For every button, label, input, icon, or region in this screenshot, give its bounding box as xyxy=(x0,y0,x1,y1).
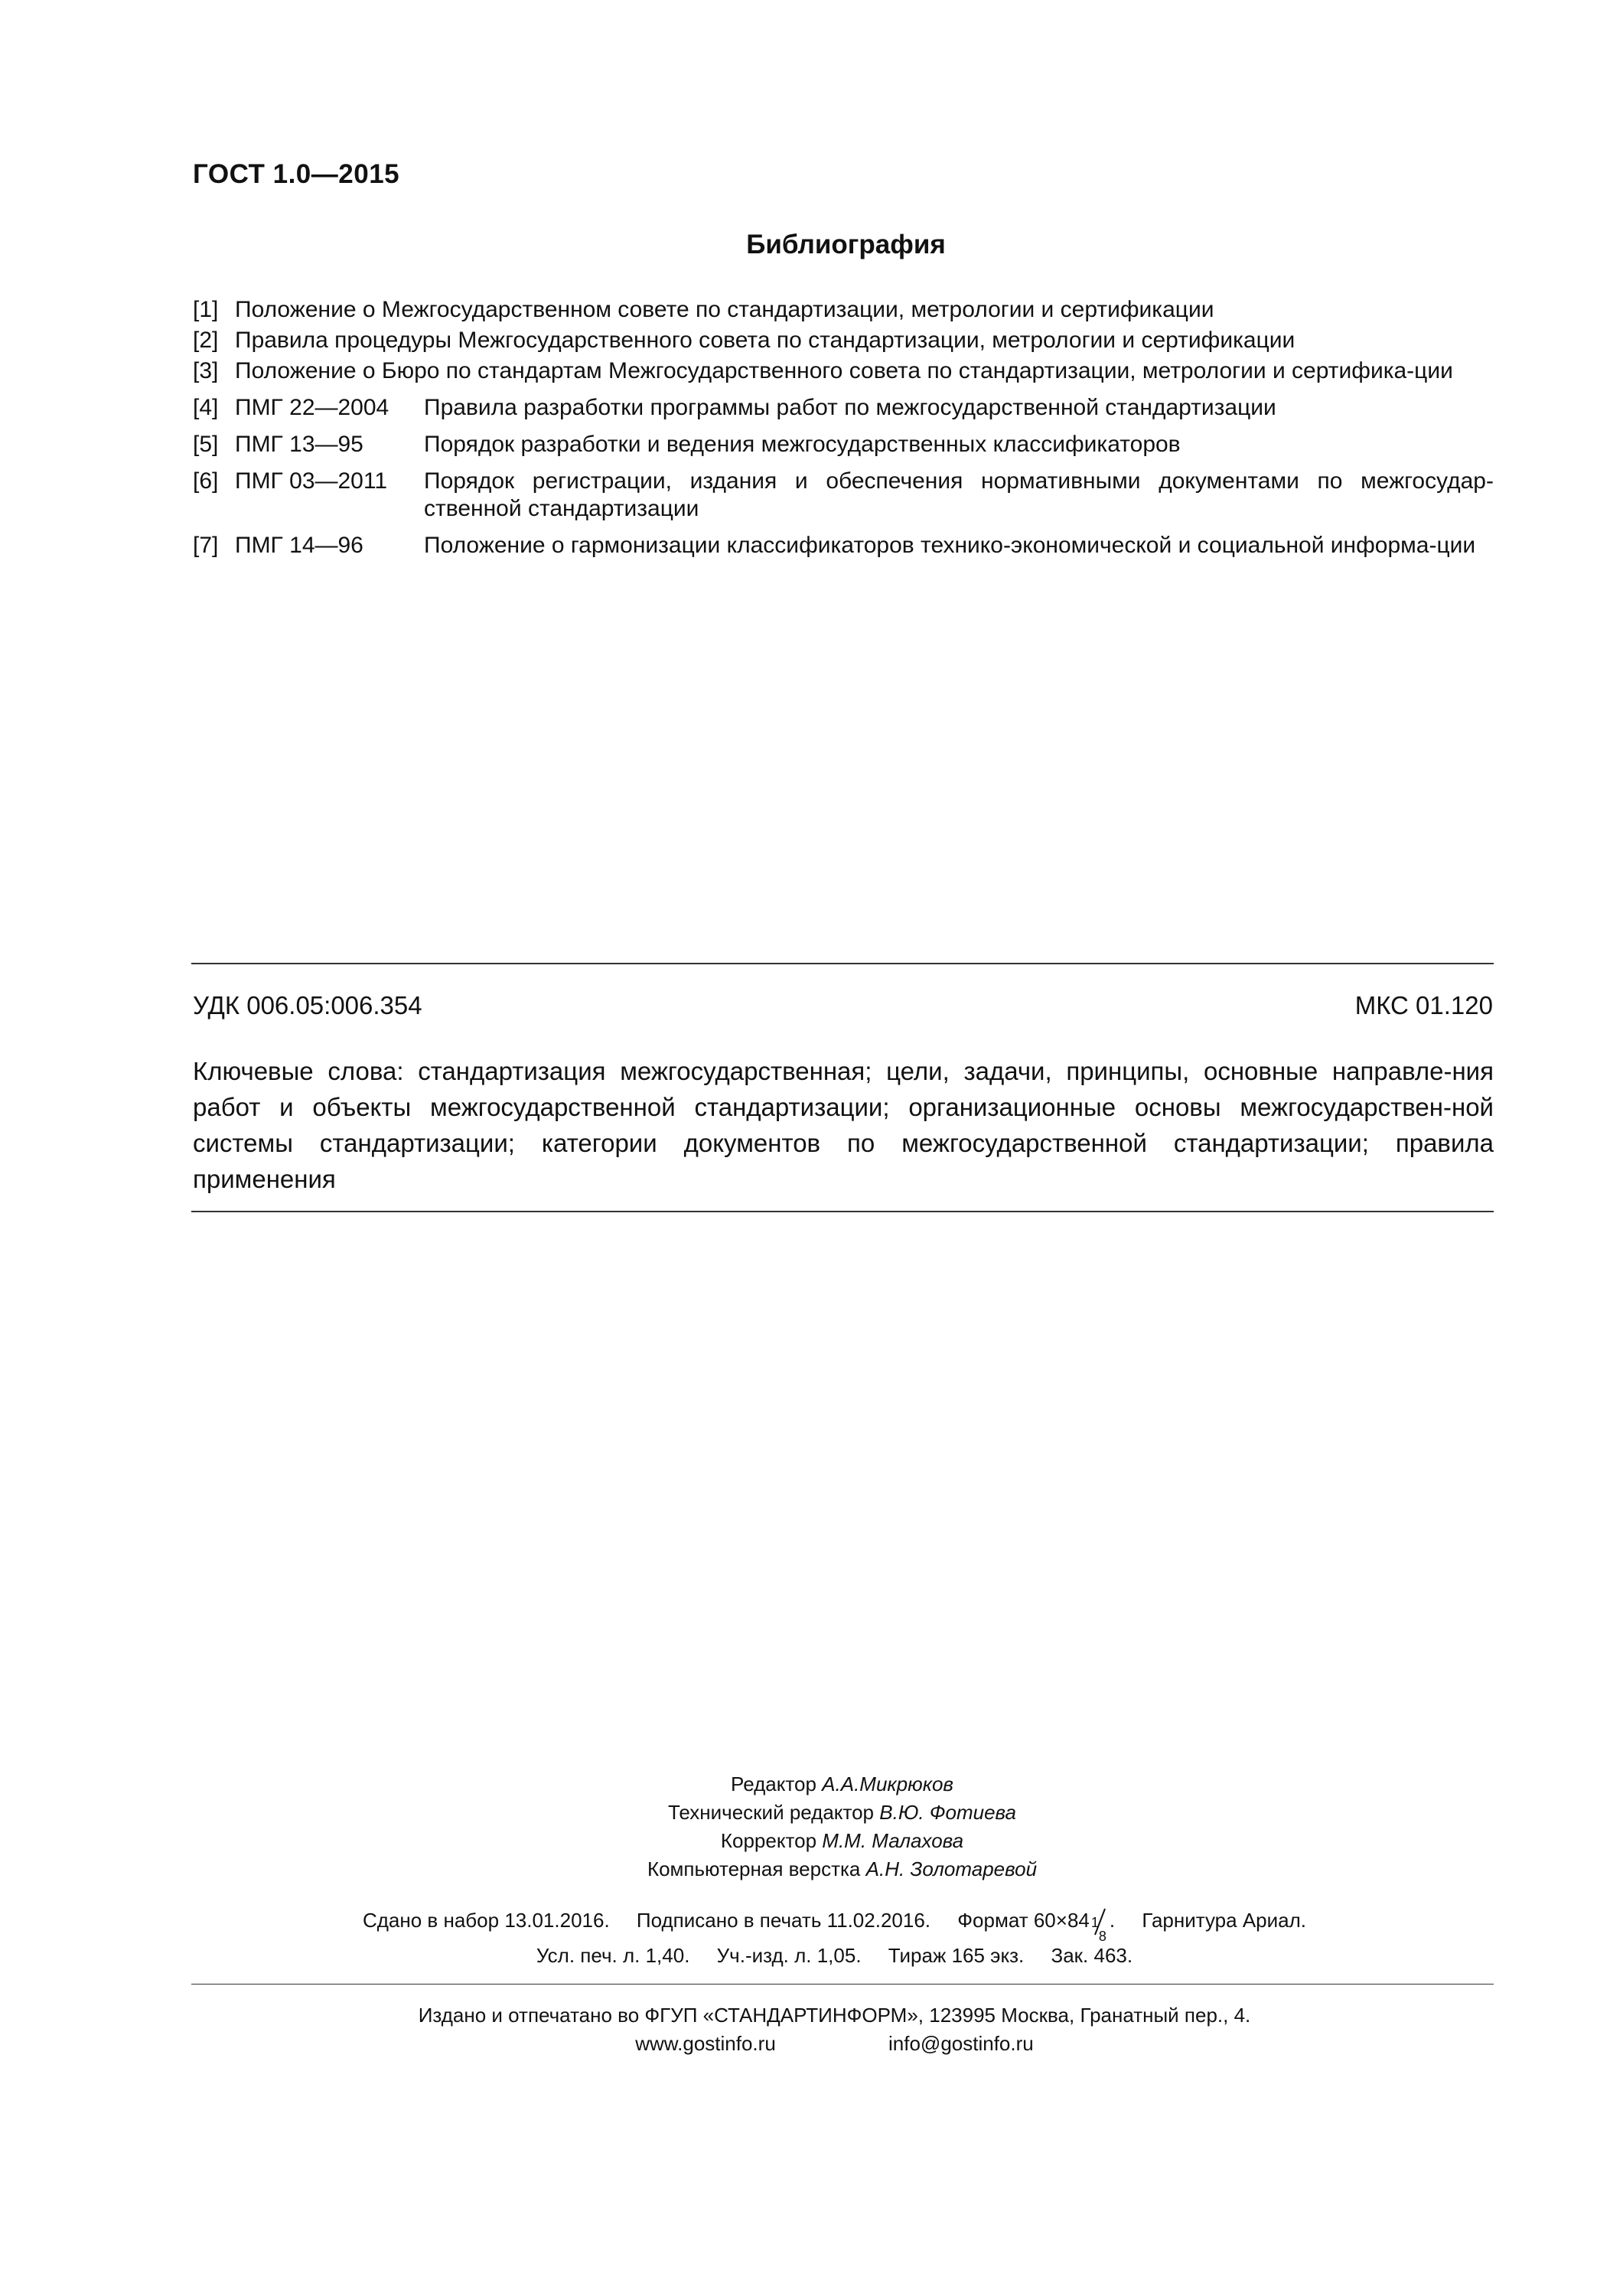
bibliography-item xyxy=(193,468,1494,523)
bibliography-list xyxy=(193,296,1494,569)
print-sheets: Усл. печ. л. 1,40. xyxy=(536,1944,690,1967)
publisher-website-link[interactable]: www.gostinfo.ru xyxy=(635,2032,776,2055)
paper-format-fraction xyxy=(1090,1910,1110,1945)
publisher-contacts xyxy=(46,2030,1623,2058)
fraction-numerator: 1 xyxy=(1090,1915,1099,1931)
bibliography-item xyxy=(193,394,1494,422)
bibliography-item-text: Положение о гармонизации классификаторов технико-экономической и социальной информа-ции xyxy=(424,533,1476,558)
bibliography-item-number: [7] xyxy=(193,533,219,558)
credit-role: Компьютерная верстка xyxy=(647,1857,861,1880)
bibliography-item xyxy=(193,296,1494,324)
mks-code: МКС 01.120 xyxy=(1354,991,1493,1019)
paper-format: Формат 60×84 1 8 . xyxy=(957,1909,1115,1932)
bibliography-item-number: [2] xyxy=(193,328,219,353)
print-info-line-1 xyxy=(0,1903,1623,1945)
credit-line xyxy=(61,1799,1623,1827)
print-run: Тираж 165 экз. xyxy=(888,1944,1025,1967)
credit-role: Редактор xyxy=(731,1773,816,1795)
credit-person: А.А.Микрюков xyxy=(822,1773,953,1795)
bibliography-item xyxy=(193,532,1494,559)
publisher-block xyxy=(0,2001,1623,2058)
bibliography-title: Библиография xyxy=(746,230,946,259)
bibliography-item-number: [6] xyxy=(193,468,219,494)
bibliography-item-number: [4] xyxy=(193,395,219,420)
print-info-line-2 xyxy=(0,1939,1623,1973)
divider-keywords xyxy=(191,1211,1494,1212)
bibliography-item xyxy=(193,327,1494,354)
bibliography-item-number: [5] xyxy=(193,432,219,457)
credit-person: М.М. Малахова xyxy=(822,1829,964,1852)
fraction-denominator: 8 xyxy=(1098,1929,1106,1945)
publisher-line: Издано и отпечатано во ФГУП «СТАНДАРТИНФОРМ», 123995 Москва, Гранатный пер., 4. xyxy=(418,2004,1251,2027)
keywords-paragraph: Ключевые слова: стандартизация межгосударственная; цели, задачи, принципы, основные направле-ния работ и объекты межгосударственной стандартизации; организационные основы межгосударствен-ной системы стандартизации; категории документов по межгосударственной стандартизации; правила применения xyxy=(193,1057,1494,1193)
bibliography-item-code: ПМГ 14—96 xyxy=(235,533,363,558)
credits-block xyxy=(0,1770,1623,1883)
credit-role: Корректор xyxy=(720,1829,817,1852)
publisher-email-link[interactable]: info@gostinfo.ru xyxy=(888,2032,1034,2055)
bibliography-item-code: ПМГ 03—2011 xyxy=(235,468,388,494)
credit-person: А.Н. Золотаревой xyxy=(865,1857,1038,1880)
bibliography-item xyxy=(193,357,1494,385)
bibliography-item-text: Порядок разработки и ведения межгосударственных классификаторов xyxy=(424,432,1181,457)
divider-top xyxy=(191,963,1494,964)
bibliography-item-code: ПМГ 22—2004 xyxy=(235,395,389,420)
publishing-sheets: Уч.-изд. л. 1,05. xyxy=(716,1944,862,1967)
bibliography-item xyxy=(193,431,1494,458)
bibliography-item-text: Положение о Бюро по стандартам Межгосударственного совета по стандартизации, метрологии и сертифика-ции xyxy=(235,358,1453,383)
credit-line xyxy=(61,1770,1623,1799)
bibliography-item-text: Положение о Межгосударственном совете по стандартизации, метрологии и сертификации xyxy=(235,297,1214,322)
bibliography-item-text: Правила разработки программы работ по межгосударственной стандартизации xyxy=(424,395,1276,420)
typeface: Гарнитура Ариал. xyxy=(1142,1909,1306,1932)
order-number: Зак. 463. xyxy=(1051,1944,1133,1967)
signed-date: Подписано в печать 11.02.2016. xyxy=(636,1909,931,1932)
bibliography-item-code: ПМГ 13—95 xyxy=(235,432,363,457)
bibliography-item-number: [1] xyxy=(193,297,219,322)
credit-line xyxy=(61,1827,1623,1855)
bibliography-item-text: Порядок регистрации, издания и обеспечения нормативными документами по межгосудар-ственной стандартизации xyxy=(424,468,1494,521)
credit-person: В.Ю. Фотиева xyxy=(879,1801,1017,1824)
bibliography-item-number: [3] xyxy=(193,358,219,383)
paper-format-label: Формат 60×84 xyxy=(957,1909,1090,1932)
bibliography-item-text: Правила процедуры Межгосударственного совета по стандартизации, метрологии и сертификации xyxy=(235,328,1295,353)
document-id: ГОСТ 1.0—2015 xyxy=(193,159,400,189)
udk-code: УДК 006.05:006.354 xyxy=(193,991,422,1019)
submitted-date: Сдано в набор 13.01.2016. xyxy=(362,1909,610,1932)
divider-publisher xyxy=(191,1984,1494,1985)
credit-role: Технический редактор xyxy=(667,1801,875,1824)
credit-line xyxy=(61,1855,1623,1883)
